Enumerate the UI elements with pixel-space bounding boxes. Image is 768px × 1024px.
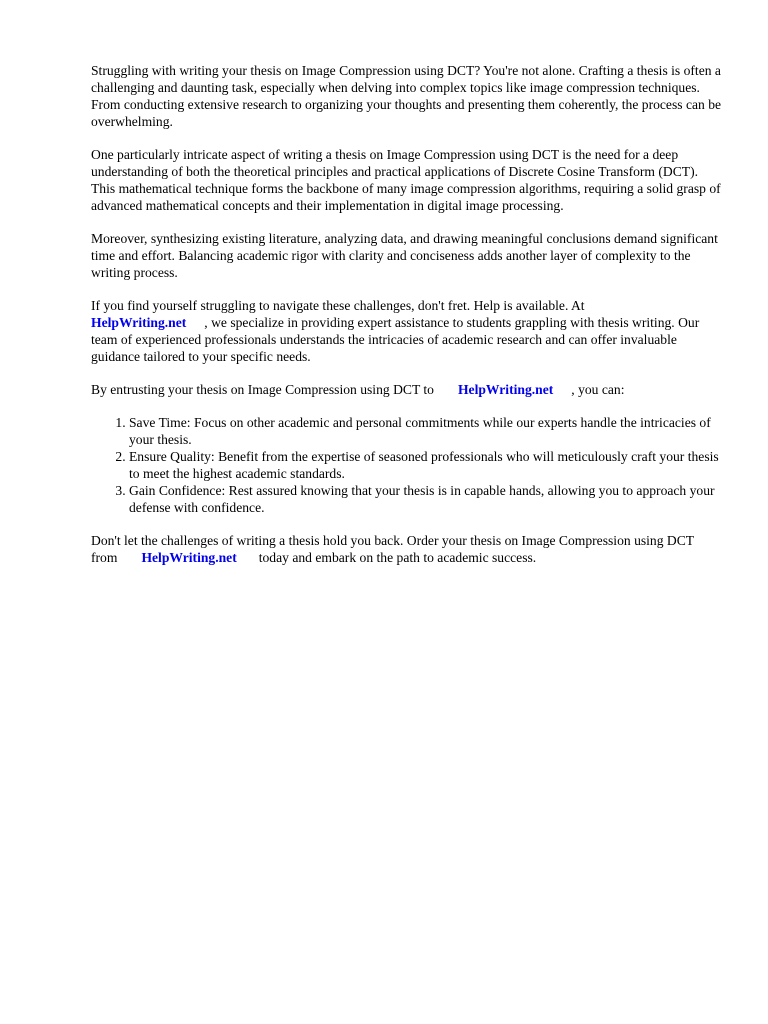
helpwriting-link-1[interactable]: HelpWriting.net — [91, 315, 187, 330]
document-body — [91, 62, 723, 582]
benefits-list — [91, 414, 723, 516]
paragraph-entrust-text-before: By entrusting your thesis on Image Compression using DCT to — [91, 382, 434, 397]
helpwriting-link-2[interactable]: HelpWriting.net — [457, 382, 554, 397]
paragraph-entrust — [91, 381, 723, 398]
list-item: 2. Ensure Quality: Benefit from the expertise of seasoned professionals who will meticulously craft your thesis to meet the highest academic standards. — [129, 448, 723, 482]
paragraph-help-text-before: If you find yourself struggling to navigate these challenges, don't fret. Help is available. At — [91, 298, 585, 313]
helpwriting-link-3[interactable]: HelpWriting.net — [141, 550, 237, 565]
paragraph-dct: One particularly intricate aspect of writing a thesis on Image Compression using DCT is the need for a deep understanding of both the theoretical principles and practical applications of Discrete Cosine Transform (DCT). This mathematical technique forms the backbone of many image compression algorithms, requiring a solid grasp of advanced mathematical concepts and their implementation in digital image processing. — [91, 147, 721, 213]
paragraph-help — [91, 297, 723, 365]
paragraph-help-text-after: , we specialize in providing expert assistance to students grappling with thesis writing. Our team of experienced professionals understands the intricacies of academic research and can offer invaluable guidance tailored to your specific needs. — [91, 315, 700, 364]
list-item: 1. Save Time: Focus on other academic and personal commitments while our experts handle the intricacies of your thesis. — [129, 414, 723, 448]
paragraph-intro: Struggling with writing your thesis on Image Compression using DCT? You're not alone. Crafting a thesis is often a challenging and daunting task, especially when delving into complex topics like image compression techniques. From conducting extensive research to organizing your thoughts and presenting them coherently, the process can be overwhelming. — [91, 63, 722, 129]
paragraph-closing-text-after: today and embark on the path to academic success. — [258, 550, 537, 565]
list-item: 3. Gain Confidence: Rest assured knowing that your thesis is in capable hands, allowing you to approach your defense with confidence. — [129, 482, 723, 516]
paragraph-closing — [91, 532, 723, 566]
paragraph-closing-text-before: Don't let the challenges of writing a thesis hold you back. Order your thesis on Image Compression using DCT from — [91, 533, 694, 565]
paragraph-entrust-text-after: , you can: — [571, 382, 625, 397]
paragraph-synthesis: Moreover, synthesizing existing literature, analyzing data, and drawing meaningful conclusions demand significant time and effort. Balancing academic rigor with clarity and conciseness adds another layer of complexity to the writing process. — [91, 231, 718, 280]
